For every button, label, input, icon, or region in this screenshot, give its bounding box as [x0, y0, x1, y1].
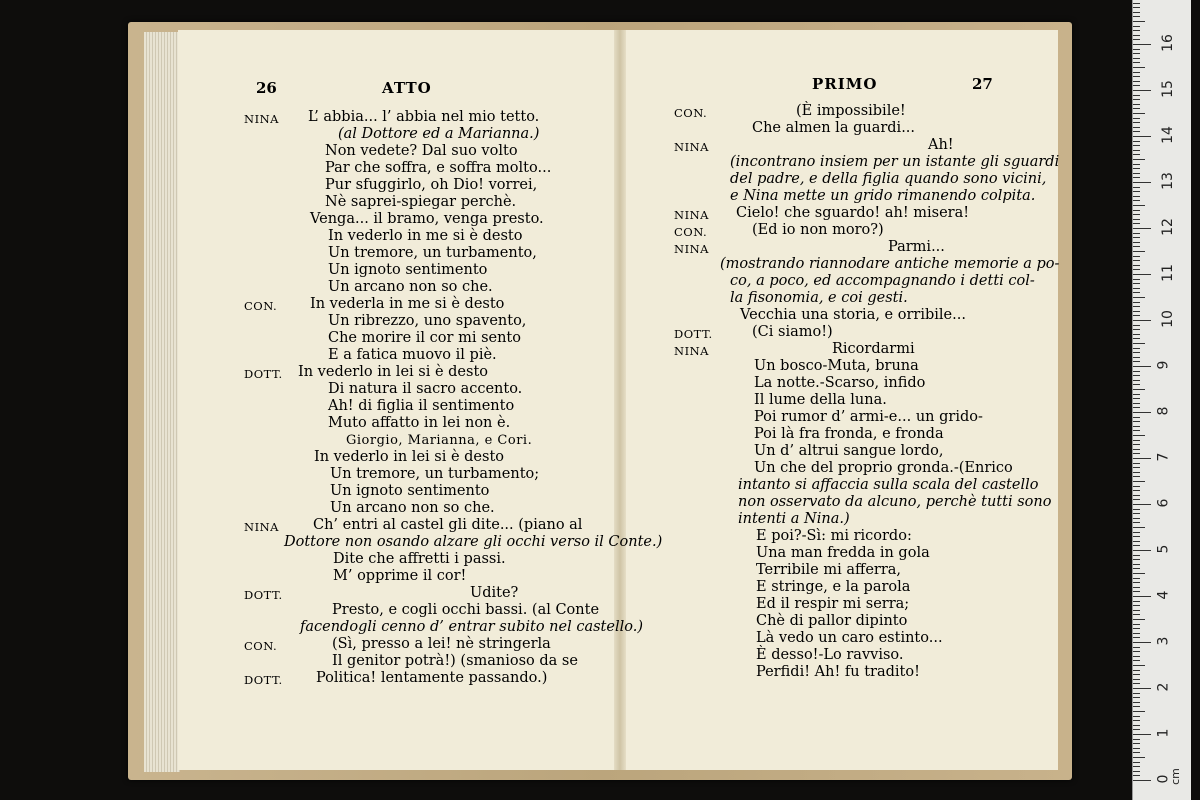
- ruler-tick: [1133, 306, 1140, 307]
- ruler-tick: [1133, 223, 1140, 224]
- ruler-tick: [1133, 582, 1140, 583]
- ruler-tick: [1133, 426, 1140, 427]
- ruler-tick: [1133, 752, 1140, 753]
- ruler-tick: [1133, 343, 1145, 344]
- text-line: Un arcano non so che.: [328, 279, 493, 295]
- right-running-head: PRIMO: [812, 75, 878, 93]
- ruler-tick: [1133, 472, 1140, 473]
- text-line: La notte.-Scarso, infido: [754, 375, 926, 391]
- text-line: Udite?: [470, 585, 519, 601]
- speaker-label: CON.: [244, 639, 278, 653]
- ruler-tick: [1133, 651, 1140, 652]
- ruler-tick: [1133, 421, 1140, 422]
- ruler-tick: [1133, 610, 1140, 611]
- ruler-tick: [1133, 564, 1140, 565]
- ruler-tick: [1133, 417, 1140, 418]
- text-line: Nè saprei-spiegar perchè.: [325, 194, 517, 210]
- ruler-label: 16: [1159, 34, 1176, 52]
- ruler-tick: [1133, 605, 1140, 606]
- ruler-tick: [1133, 141, 1140, 142]
- ruler-tick: [1133, 734, 1151, 735]
- ruler-tick: [1133, 131, 1140, 132]
- ruler-tick: [1133, 269, 1140, 270]
- ruler-tick: [1133, 265, 1140, 266]
- speaker-label: NINA: [674, 242, 709, 256]
- ruler-tick: [1133, 637, 1140, 638]
- ruler-tick: [1133, 476, 1140, 477]
- ruler-label: 13: [1159, 172, 1176, 190]
- ruler-label: 10: [1159, 310, 1176, 328]
- ruler-tick: [1133, 122, 1140, 123]
- text-line: E stringe, e la parola: [756, 579, 911, 595]
- ruler-tick: [1133, 771, 1140, 772]
- ruler-tick: [1133, 348, 1140, 349]
- ruler-tick: [1133, 205, 1145, 206]
- ruler-tick: [1133, 113, 1145, 114]
- text-line: Muto affatto in lei non è.: [328, 415, 511, 431]
- ruler-label: 1: [1155, 728, 1172, 738]
- speaker-label: DOTT.: [244, 367, 283, 381]
- ruler-tick: [1133, 85, 1140, 86]
- ruler-tick: [1133, 757, 1145, 758]
- ruler-tick: [1133, 601, 1140, 602]
- ruler-tick: [1133, 251, 1145, 252]
- ruler-tick: [1133, 467, 1140, 468]
- ruler-tick: [1133, 486, 1140, 487]
- ruler-tick: [1133, 518, 1140, 519]
- text-line: L’ abbia... l’ abbia nel mio tetto.: [308, 109, 540, 125]
- ruler-tick: [1133, 430, 1140, 431]
- text-line: non osservato da alcuno, perchè tutti sono: [738, 494, 1052, 510]
- ruler-tick: [1133, 711, 1145, 712]
- ruler-tick: [1133, 150, 1140, 151]
- ruler-tick: [1133, 633, 1140, 634]
- speaker-label: NINA: [674, 140, 709, 154]
- text-line: Un ignoto sentimento: [330, 483, 490, 499]
- text-line: Un d’ altrui sangue lordo,: [754, 443, 944, 459]
- ruler-tick: [1133, 375, 1140, 376]
- ruler-tick: [1133, 729, 1140, 730]
- text-line: Ch’ entri al castel gli dite... (piano al: [313, 517, 583, 533]
- ruler-tick: [1133, 706, 1140, 707]
- ruler-tick: [1133, 136, 1151, 137]
- ruler-tick: [1133, 766, 1140, 767]
- text-line: intanto si affaccia sulla scala del castello: [738, 477, 1039, 493]
- ruler-tick: [1133, 12, 1140, 13]
- text-line: Dite che affretti i passi.: [333, 551, 506, 567]
- ruler-tick: [1133, 297, 1145, 298]
- ruler-tick: [1133, 233, 1140, 234]
- ruler-tick: [1133, 527, 1145, 528]
- ruler-label: 7: [1155, 452, 1172, 462]
- ruler-tick: [1133, 444, 1140, 445]
- text-line: Poi là fra fronda, e fronda: [754, 426, 944, 442]
- text-line: Di natura il sacro accento.: [328, 381, 523, 397]
- text-line: la fisonomia, e coi gesti.: [730, 290, 908, 306]
- measuring-ruler: [1132, 0, 1191, 800]
- ruler-tick: [1133, 481, 1145, 482]
- ruler-tick: [1133, 242, 1140, 243]
- ruler-tick: [1133, 292, 1140, 293]
- ruler-tick: [1133, 338, 1140, 339]
- ruler-tick: [1133, 670, 1140, 671]
- ruler-tick: [1133, 522, 1140, 523]
- text-line: Politica! lentamente passando.): [316, 670, 548, 686]
- ruler-tick: [1133, 440, 1140, 441]
- ruler-tick: [1133, 688, 1151, 689]
- ruler-tick: [1133, 210, 1140, 211]
- text-line: Una man fredda in gola: [756, 545, 930, 561]
- ruler-tick: [1133, 72, 1140, 73]
- ruler-label: 9: [1155, 360, 1172, 370]
- text-line: Giorgio, Marianna, e Cori.: [346, 433, 533, 448]
- ruler-tick: [1133, 513, 1140, 514]
- speaker-label: NINA: [244, 112, 279, 126]
- ruler-tick: [1133, 628, 1140, 629]
- text-line: Perfidi! Ah! fu tradito!: [756, 664, 920, 680]
- ruler-tick: [1133, 762, 1140, 763]
- text-line: Parmi...: [888, 239, 945, 255]
- ruler-tick: [1133, 104, 1140, 105]
- ruler-tick: [1133, 697, 1140, 698]
- ruler-tick: [1133, 302, 1140, 303]
- text-line: Un ignoto sentimento: [328, 262, 488, 278]
- text-line: Il genitor potrà!) (smanioso da se: [332, 653, 578, 669]
- ruler-tick: [1133, 81, 1140, 82]
- ruler-label: 5: [1155, 544, 1172, 554]
- text-line: In vederlo in lei si è desto: [298, 364, 489, 380]
- ruler-tick: [1133, 550, 1151, 551]
- ruler-label: 12: [1159, 218, 1176, 236]
- ruler-tick: [1133, 674, 1140, 675]
- text-line: Chè di pallor dipinto: [756, 613, 908, 629]
- ruler-label: 2: [1155, 682, 1172, 692]
- ruler-tick: [1133, 403, 1140, 404]
- ruler-tick: [1133, 173, 1140, 174]
- ruler-tick: [1133, 95, 1140, 96]
- ruler-tick: [1133, 58, 1140, 59]
- text-line: (È impossibile!: [796, 103, 906, 119]
- ruler-label: 3: [1155, 636, 1172, 646]
- ruler-tick: [1133, 256, 1140, 257]
- ruler-tick: [1133, 219, 1140, 220]
- ruler-tick: [1133, 334, 1140, 335]
- ruler-tick: [1133, 366, 1151, 367]
- ruler-tick: [1133, 159, 1145, 160]
- speaker-label: NINA: [674, 344, 709, 358]
- ruler-tick: [1133, 177, 1140, 178]
- speaker-label: CON.: [244, 299, 278, 313]
- ruler-tick: [1133, 53, 1140, 54]
- ruler-tick: [1133, 780, 1151, 781]
- ruler-tick: [1133, 21, 1145, 22]
- page-edges: [144, 32, 180, 772]
- text-line: E poi?-Sì: mi ricordo:: [756, 528, 912, 544]
- text-line: Ed il respir mi serra;: [756, 596, 910, 612]
- ruler-tick: [1133, 187, 1140, 188]
- ruler-tick: [1133, 16, 1140, 17]
- ruler-tick: [1133, 191, 1140, 192]
- ruler-tick: [1133, 182, 1151, 183]
- ruler-label: 0: [1155, 774, 1172, 784]
- ruler-tick: [1133, 509, 1140, 510]
- ruler-tick: [1133, 7, 1140, 8]
- text-line: Vecchia una storia, e orribile...: [740, 307, 966, 323]
- text-line: Venga... il bramo, venga presto.: [310, 211, 544, 227]
- ruler-tick: [1133, 329, 1140, 330]
- ruler-tick: [1133, 311, 1140, 312]
- text-line: In vederlo in me si è desto: [328, 228, 523, 244]
- text-line: Non vedete? Dal suo volto: [325, 143, 518, 159]
- text-line: Ah! di figlia il sentimento: [328, 398, 515, 414]
- ruler-tick: [1133, 164, 1140, 165]
- text-line: In vederla in me si è desto: [310, 296, 505, 312]
- text-line: Par che soffra, e soffra molto...: [325, 160, 552, 176]
- text-line: Là vedo un caro estinto...: [756, 630, 943, 646]
- ruler-tick: [1133, 683, 1140, 684]
- ruler-tick: [1133, 361, 1140, 362]
- ruler-tick: [1133, 99, 1140, 100]
- text-line: Un bosco-Muta, bruna: [754, 358, 919, 374]
- ruler-tick: [1133, 647, 1140, 648]
- text-line: (Ed io non moro?): [752, 222, 884, 238]
- speaker-label: DOTT.: [244, 588, 283, 602]
- ruler-tick: [1133, 716, 1140, 717]
- speaker-label: DOTT.: [674, 327, 713, 341]
- text-line: È desso!-Lo ravviso.: [756, 647, 904, 663]
- ruler-tick: [1133, 578, 1140, 579]
- ruler-tick: [1133, 35, 1140, 36]
- text-line: intenti a Nina.): [738, 511, 850, 527]
- ruler-tick: [1133, 260, 1140, 261]
- left-page-number: 26: [256, 79, 277, 97]
- ruler-tick: [1133, 39, 1140, 40]
- ruler-tick: [1133, 545, 1140, 546]
- ruler-tick: [1133, 196, 1140, 197]
- ruler-tick: [1133, 679, 1140, 680]
- ruler-tick: [1133, 3, 1140, 4]
- ruler-tick: [1133, 660, 1140, 661]
- ruler-tick: [1133, 371, 1140, 372]
- ruler-tick: [1133, 702, 1140, 703]
- ruler-tick: [1133, 168, 1140, 169]
- ruler-tick: [1133, 118, 1140, 119]
- text-line: Che almen la guardi...: [752, 120, 916, 136]
- speaker-label: CON.: [674, 225, 708, 239]
- text-line: Il lume della luna.: [754, 392, 887, 408]
- text-line: Che morire il cor mi sento: [328, 330, 521, 346]
- ruler-tick: [1133, 412, 1151, 413]
- ruler-tick: [1133, 743, 1140, 744]
- text-line: (Sì, presso a lei! nè stringerla: [332, 636, 551, 652]
- text-line: Un arcano non so che.: [330, 500, 495, 516]
- ruler-tick: [1133, 775, 1140, 776]
- ruler-tick: [1133, 463, 1140, 464]
- ruler-tick: [1133, 624, 1140, 625]
- text-line: Presto, e cogli occhi bassi. (al Conte: [332, 602, 600, 618]
- ruler-tick: [1133, 380, 1140, 381]
- ruler-label: 4: [1155, 590, 1172, 600]
- ruler-tick: [1133, 449, 1140, 450]
- ruler-tick: [1133, 30, 1140, 31]
- ruler-tick: [1133, 435, 1145, 436]
- ruler-tick: [1133, 568, 1140, 569]
- text-line: Un ribrezzo, uno spavento,: [328, 313, 527, 329]
- ruler-unit: cm: [1168, 768, 1182, 785]
- ruler-tick: [1133, 499, 1140, 500]
- ruler-tick: [1133, 26, 1140, 27]
- text-line: Dottore non osando alzare gli occhi verso il Conte.): [284, 534, 663, 550]
- speaker-label: NINA: [244, 520, 279, 534]
- ruler-tick: [1133, 614, 1140, 615]
- ruler-tick: [1133, 541, 1140, 542]
- ruler-tick: [1133, 76, 1140, 77]
- ruler-tick: [1133, 398, 1140, 399]
- ruler-tick: [1133, 458, 1151, 459]
- ruler-tick: [1133, 200, 1140, 201]
- text-line: Un tremore, un turbamento,: [328, 245, 537, 261]
- ruler-tick: [1133, 642, 1151, 643]
- ruler-tick: [1133, 67, 1145, 68]
- text-line: Poi rumor d’ armi-e... un grido-: [754, 409, 983, 425]
- ruler-tick: [1133, 320, 1151, 321]
- text-line: (al Dottore ed a Marianna.): [338, 126, 540, 142]
- ruler-tick: [1133, 656, 1140, 657]
- text-line: Terribile mi afferra,: [756, 562, 902, 578]
- ruler-tick: [1133, 748, 1140, 749]
- ruler-tick: [1133, 739, 1140, 740]
- ruler-tick: [1133, 49, 1140, 50]
- ruler-tick: [1133, 384, 1140, 385]
- ruler-tick: [1133, 62, 1140, 63]
- ruler-tick: [1133, 720, 1140, 721]
- ruler-tick: [1133, 237, 1140, 238]
- text-line: (mostrando riannodare antiche memorie a po-: [720, 256, 1060, 272]
- ruler-tick: [1133, 228, 1151, 229]
- left-running-head: ATTO: [382, 79, 432, 97]
- ruler-tick: [1133, 145, 1140, 146]
- ruler-tick: [1133, 504, 1151, 505]
- ruler-tick: [1133, 665, 1145, 666]
- ruler-tick: [1133, 214, 1140, 215]
- text-line: In vederlo in lei si è desto: [314, 449, 505, 465]
- ruler-tick: [1133, 108, 1140, 109]
- ruler-tick: [1133, 559, 1140, 560]
- ruler-tick: [1133, 154, 1140, 155]
- text-line: E a fatica muovo il piè.: [328, 347, 497, 363]
- ruler-label: 11: [1159, 264, 1176, 282]
- book-gutter: [614, 30, 626, 770]
- ruler-tick: [1133, 279, 1140, 280]
- text-line: e Nina mette un grido rimanendo colpita.: [730, 188, 1036, 204]
- ruler-tick: [1133, 536, 1140, 537]
- ruler-tick: [1133, 532, 1140, 533]
- ruler-tick: [1133, 315, 1140, 316]
- ruler-tick: [1133, 490, 1140, 491]
- text-line: (Ci siamo!): [752, 324, 833, 340]
- speaker-label: CON.: [674, 106, 708, 120]
- text-line: Un tremore, un turbamento;: [330, 466, 540, 482]
- ruler-tick: [1133, 274, 1151, 275]
- ruler-tick: [1133, 596, 1151, 597]
- speaker-label: DOTT.: [244, 673, 283, 687]
- ruler-tick: [1133, 127, 1140, 128]
- speaker-label: NINA: [674, 208, 709, 222]
- ruler-label: 15: [1159, 80, 1176, 98]
- text-line: Pur sfuggirlo, oh Dio! vorrei,: [325, 177, 538, 193]
- ruler-tick: [1133, 555, 1140, 556]
- text-line: Ah!: [928, 137, 954, 153]
- text-line: M’ opprime il cor!: [333, 568, 467, 584]
- text-line: (incontrano insiem per un istante gli sguardi: [730, 154, 1060, 170]
- ruler-tick: [1133, 453, 1140, 454]
- text-line: co, a poco, ed accompagnando i detti col-: [730, 273, 1035, 289]
- ruler-tick: [1133, 283, 1140, 284]
- ruler-tick: [1133, 352, 1140, 353]
- ruler-tick: [1133, 587, 1140, 588]
- ruler-tick: [1133, 693, 1140, 694]
- ruler-tick: [1133, 495, 1140, 496]
- text-line: Cielo! che sguardo! ah! misera!: [736, 205, 970, 221]
- ruler-label: 6: [1155, 498, 1172, 508]
- ruler-label: 8: [1155, 406, 1172, 416]
- ruler-tick: [1133, 725, 1140, 726]
- ruler-tick: [1133, 389, 1145, 390]
- ruler-tick: [1133, 44, 1151, 45]
- ruler-label: 14: [1159, 126, 1176, 144]
- right-page-number: 27: [972, 75, 993, 93]
- text-line: facendogli cenno d’ entrar subito nel castello.): [300, 619, 643, 635]
- ruler-tick: [1133, 619, 1145, 620]
- ruler-tick: [1133, 407, 1140, 408]
- ruler-tick: [1133, 394, 1140, 395]
- ruler-tick: [1133, 357, 1140, 358]
- text-line: Ricordarmi: [832, 341, 915, 357]
- ruler-tick: [1133, 573, 1145, 574]
- text-line: Un che del proprio gronda.-(Enrico: [754, 460, 1013, 476]
- ruler-tick: [1133, 246, 1140, 247]
- text-line: del padre, e della figlia quando sono vicini,: [730, 171, 1047, 187]
- ruler-tick: [1133, 325, 1140, 326]
- ruler-tick: [1133, 288, 1140, 289]
- ruler-tick: [1133, 90, 1151, 91]
- ruler-tick: [1133, 591, 1140, 592]
